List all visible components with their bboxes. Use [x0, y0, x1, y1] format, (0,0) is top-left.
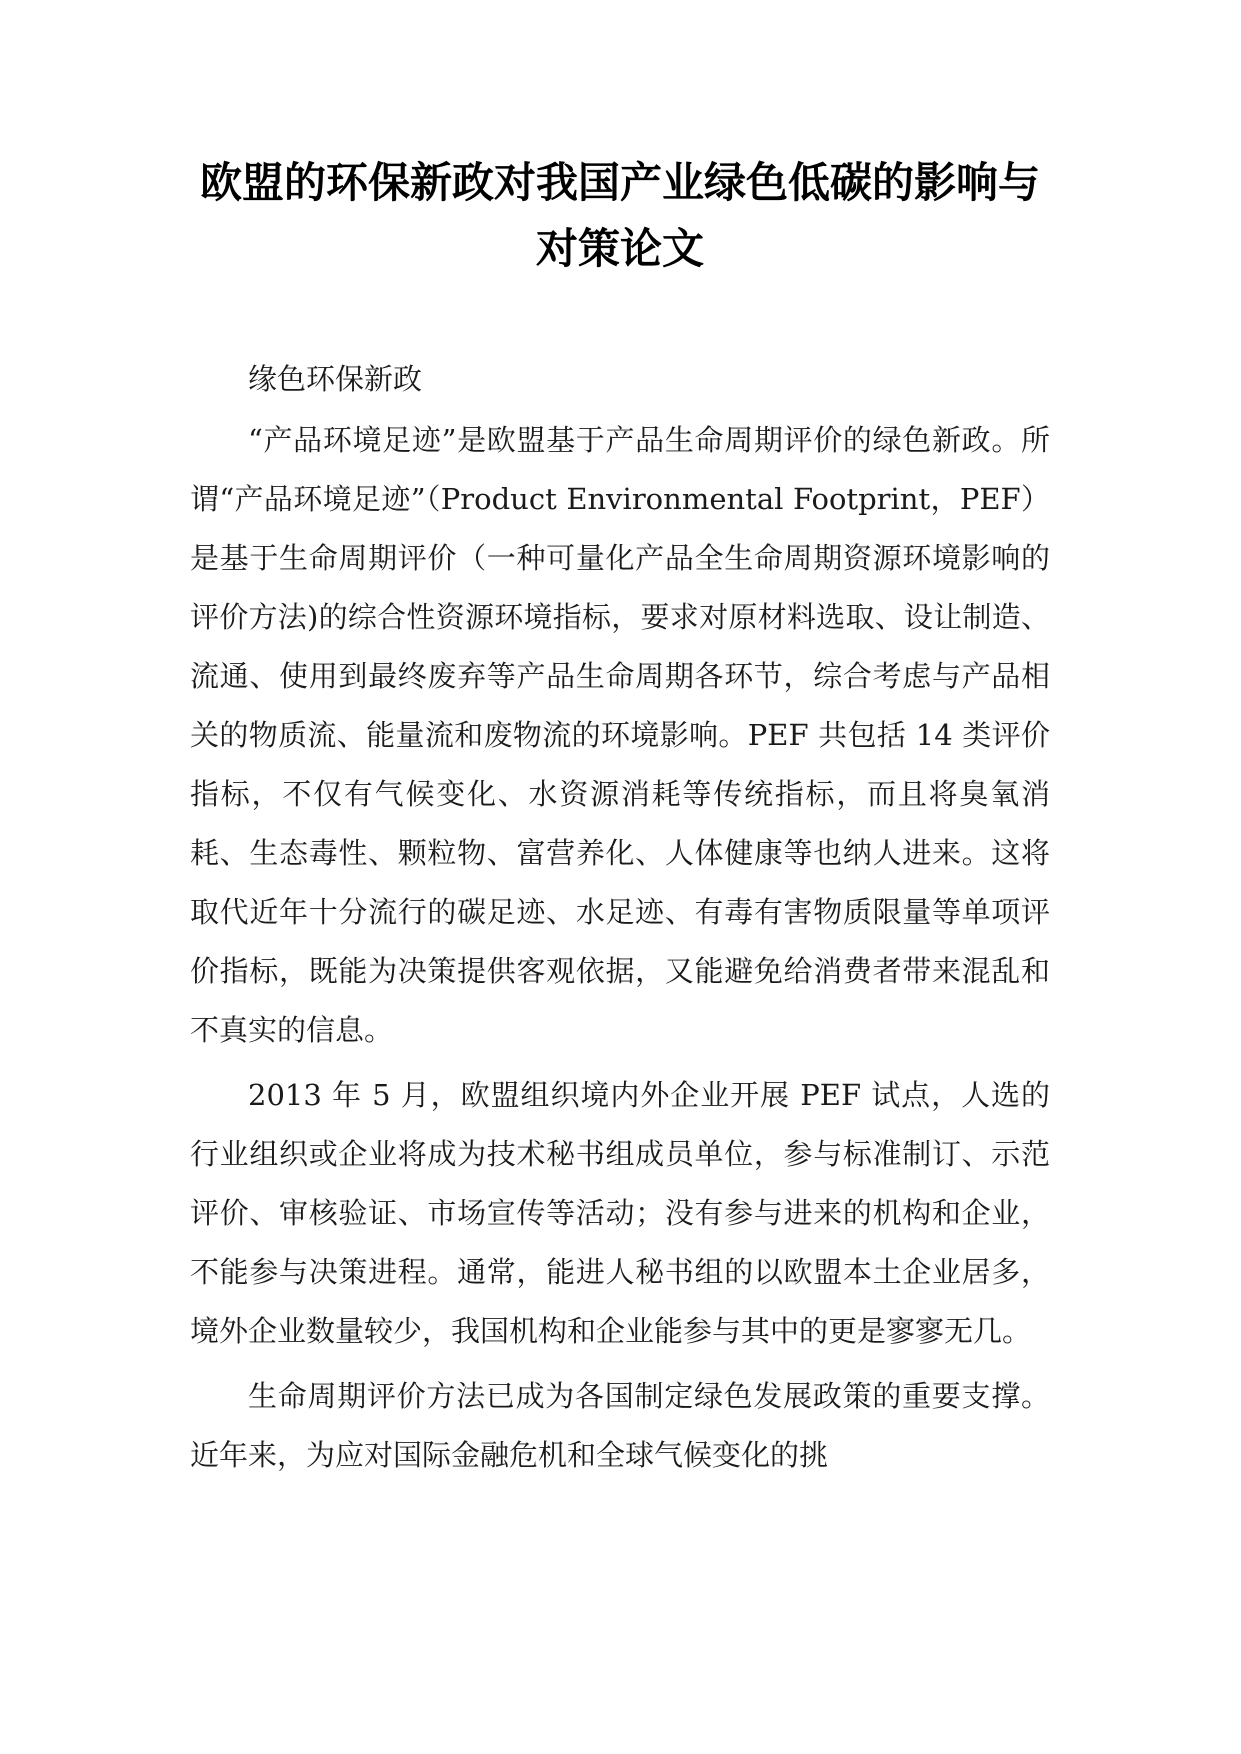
document-body — [190, 350, 1050, 1491]
section-heading: 缘色环保新政 — [248, 362, 423, 396]
paragraph-pef-definition: “产品环境足迹”是欧盟基于产品生命周期评价的绿色新政。所谓“产品环境足迹”（Product Environmental Footprint，PEF）是基于生命周期评价（一种可量化产品全生命周期资源环境影响的评价方法)的综合性资源环境指标，要求对原材料选取、设让制造、流通、使用到最终废弃等产品生命周期各环节，综合考虑与产品相关的物质流、能量流和废物流的环境影响。PEF 共包括 14 类评价指标，不仅有气候变化、水资源消耗等传统指标，而且将臭氧消耗、生态毒性、颗粒物、富营养化、人体健康等也纳人进来。这将取代近年十分流行的碳足迹、水足迹、有毒有害物质限量等单项评价指标，既能为决策提供客观依据，又能避免给消费者带来混乱和不真实的信息。 — [190, 423, 1050, 1047]
paragraph-pef-pilot: 2013 年 5 月，欧盟组织境内外企业开展 PEF 试点，人选的行业组织或企业将成为技术秘书组成员单位，参与标准制订、示范评价、审核验证、市场宣传等活动；没有参与进来的机构和企业，不能参与决策进程。通常，能进人秘书组的以欧盟本土企业居多，境外企业数量较少，我国机构和企业能参与其中的更是寥寥无几。 — [190, 1078, 1050, 1348]
paragraph-lca-support: 生命周期评价方法已成为各国制定绿色发展政策的重要支撑。近年来，为应对国际金融危机和全球气候变化的挑 — [190, 1379, 1050, 1472]
document-title: 欧盟的环保新政对我国产业绿色低碳的影响与对策论文 — [199, 158, 1040, 273]
